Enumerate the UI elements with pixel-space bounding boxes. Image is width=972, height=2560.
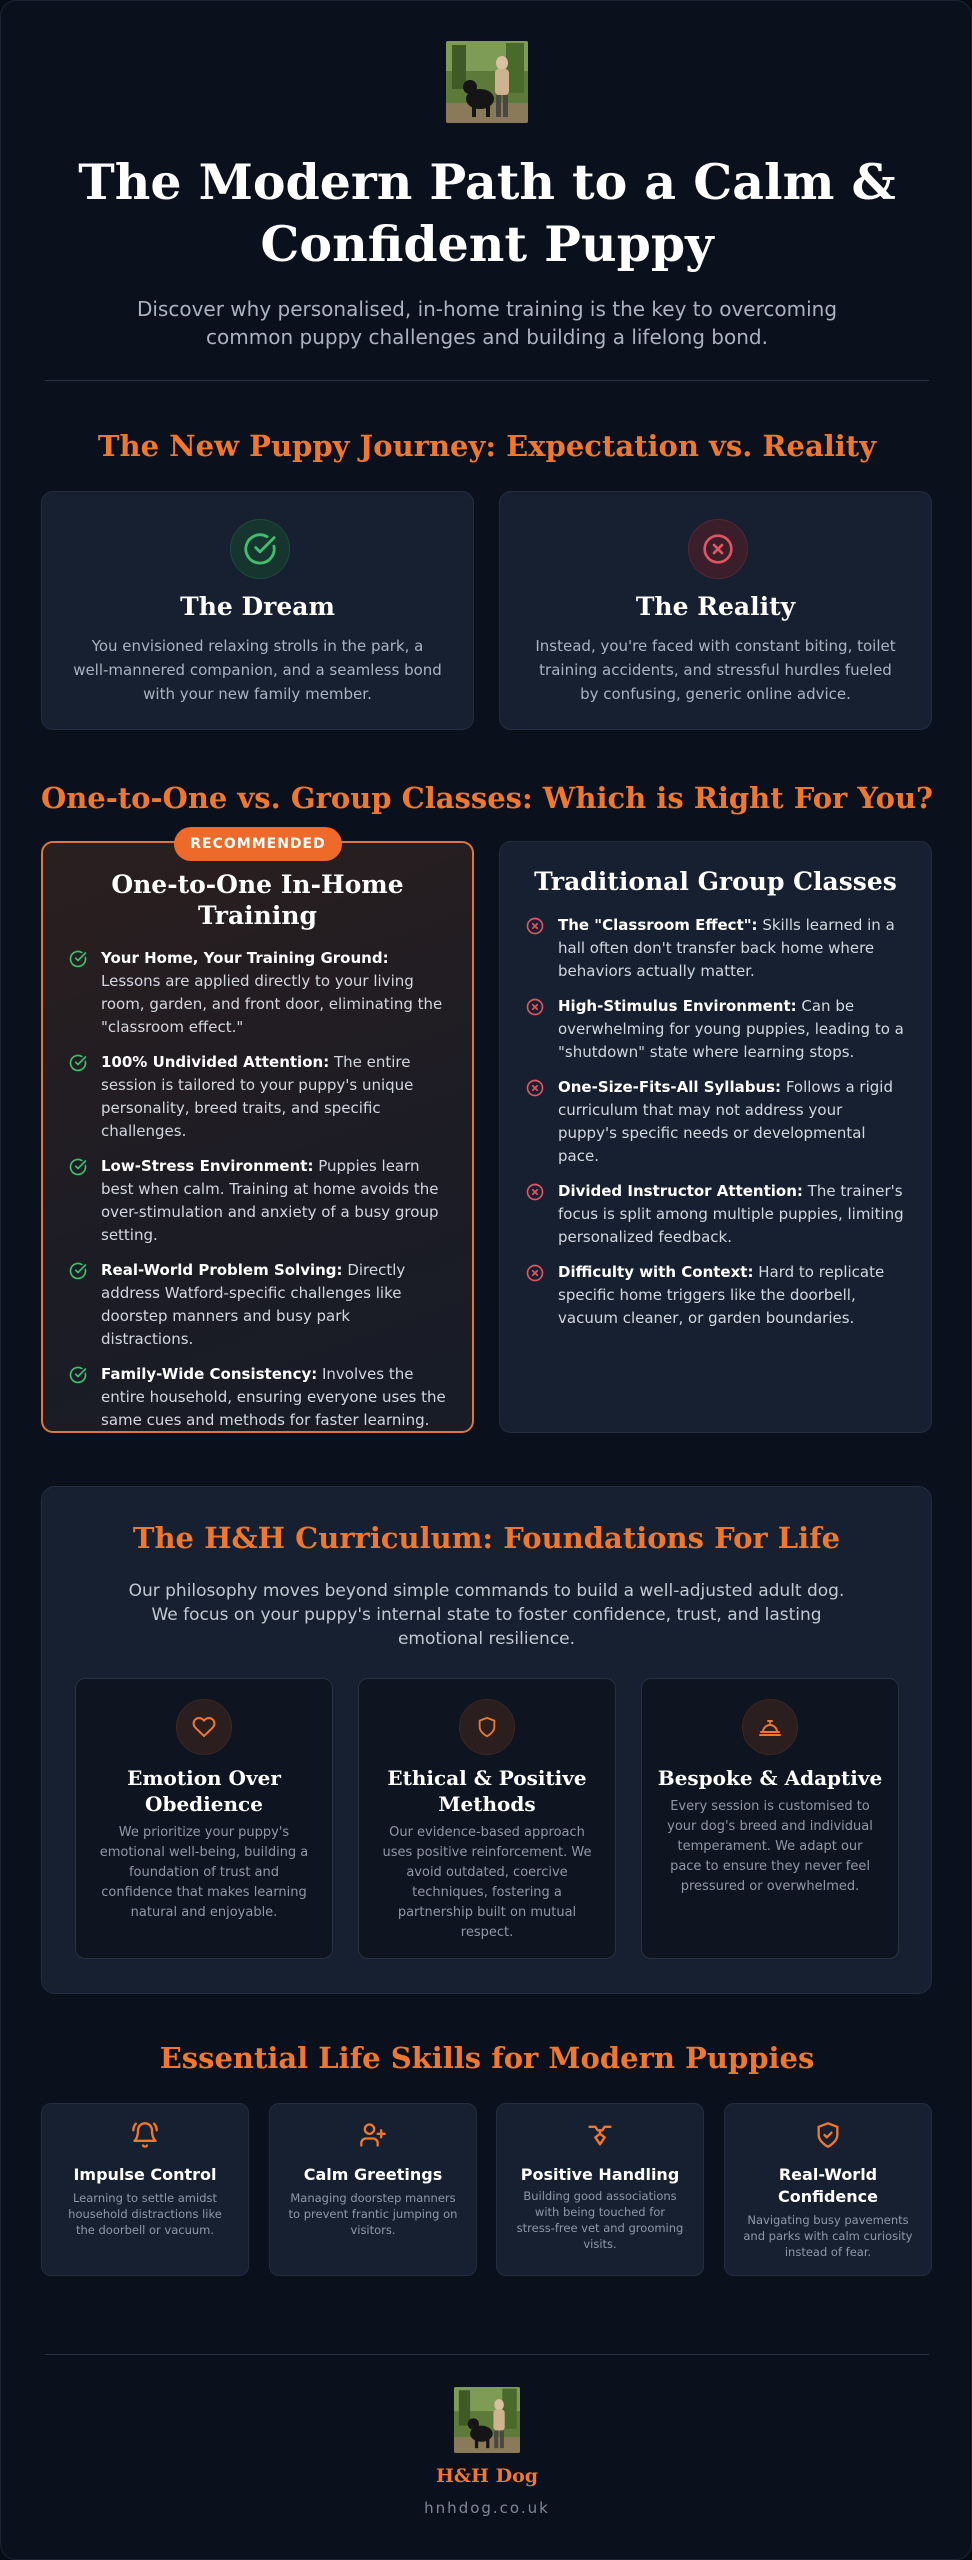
check-circle-icon: [230, 519, 290, 579]
group-classes-card: [499, 841, 932, 1433]
skill-text: Building good associations with being touched for stress-free vet and grooming visits.: [516, 2189, 684, 2251]
list-item: [69, 1051, 446, 1143]
item-title: Real-World Problem Solving:: [101, 1261, 343, 1279]
footer-url[interactable]: hnhdog.co.uk: [424, 2499, 550, 2517]
item-title: 100% Undivided Attention:: [101, 1053, 330, 1071]
reality-text: Instead, you're faced with constant biting, toilet training accidents, and stressful hurdles fueled by confusing, generic online advice.: [535, 637, 896, 703]
page-subtitle: Discover why personalised, in-home training is the key to overcoming common puppy challenges and building a lifelong bond.: [136, 297, 838, 349]
footer-photo: [454, 2387, 520, 2453]
pillar-title: Bespoke & Adaptive: [657, 1766, 883, 1790]
item-title: Divided Instructor Attention:: [558, 1182, 803, 1200]
group-classes-title: Traditional Group Classes: [534, 867, 897, 896]
pillar-text: Every session is customised to your dog's breed and individual temperament. We adapt our pace to ensure they never feel pressured or overwhelmed.: [667, 1799, 873, 1894]
shield-icon: [459, 1699, 515, 1755]
x-circle-icon: [526, 998, 544, 1016]
hand-heart-icon: [585, 2120, 615, 2150]
curriculum-section: [41, 1486, 932, 1994]
list-item: [69, 1155, 446, 1247]
list-item: [526, 1180, 905, 1249]
journey-heading: The New Puppy Journey: Expectation vs. Reality: [97, 429, 877, 463]
skill-text: Managing doorstep manners to prevent frantic jumping on visitors.: [288, 2191, 458, 2237]
item-title: One-Size-Fits-All Syllabus:: [558, 1078, 782, 1096]
pillar-card: [641, 1678, 899, 1959]
curriculum-subtitle: Our philosophy moves beyond simple commands to build a well-adjusted adult dog. We focus on your puppy's internal state to foster confidence, trust, and lasting emotional resilience.: [128, 1581, 845, 1649]
item-title: Difficulty with Context:: [558, 1263, 754, 1281]
reality-card: [499, 491, 932, 730]
list-item: [526, 1261, 905, 1330]
pillar-title: Emotion Over Obedience: [127, 1766, 281, 1816]
one-to-one-card: [41, 836, 474, 1433]
item-title: Family-Wide Consistency:: [101, 1365, 318, 1383]
heart-icon: [176, 1699, 232, 1755]
item-text: Follows a rigid curriculum that may not address your puppy's specific needs or developmental pace.: [558, 1078, 893, 1165]
bell-icon: [130, 2120, 160, 2150]
one-to-one-list: [69, 947, 446, 1444]
list-item: [526, 1076, 905, 1168]
divider: [45, 2354, 929, 2355]
curriculum-heading: The H&H Curriculum: Foundations For Life: [132, 1521, 841, 1555]
x-circle-icon: [688, 519, 748, 579]
pillar-text: We prioritize your puppy's emotional well-being, building a foundation of trust and confidence that makes learning natural and enjoyable.: [99, 1825, 309, 1920]
skill-card: [41, 2103, 249, 2276]
item-text: Skills learned in a hall often don't transfer back home where behaviors actually matter.: [558, 916, 895, 980]
item-title: High-Stimulus Environment:: [558, 997, 797, 1015]
shield-check-icon: [813, 2120, 843, 2150]
dream-text: You envisioned relaxing strolls in the park, a well-mannered companion, and a seamless bond with your new family member.: [73, 637, 442, 703]
skill-card: [496, 2103, 704, 2276]
skill-text: Navigating busy pavements and parks with calm curiosity instead of fear.: [743, 2213, 913, 2259]
divider: [45, 380, 929, 381]
list-item: [69, 1363, 446, 1432]
x-circle-icon: [526, 1079, 544, 1097]
x-circle-icon: [526, 917, 544, 935]
service-bell-icon: [742, 1699, 798, 1755]
item-title: Low-Stress Environment:: [101, 1157, 314, 1175]
list-item: [526, 995, 905, 1064]
item-text: Lessons are applied directly to your living room, garden, and front door, eliminating the "classroom effect.": [101, 972, 443, 1036]
pillar-card: [75, 1678, 333, 1959]
check-circle-icon: [69, 1158, 87, 1176]
check-circle-icon: [69, 1366, 87, 1384]
dream-card: [41, 491, 474, 730]
footer-brand: H&H Dog: [435, 2465, 539, 2487]
reality-title: The Reality: [635, 592, 796, 621]
skill-card: [724, 2103, 932, 2276]
one-to-one-title: One-to-One In-Home Training: [111, 870, 404, 930]
x-circle-icon: [526, 1264, 544, 1282]
skill-title: Positive Handling: [520, 2165, 680, 2184]
skill-title: Calm Greetings: [303, 2165, 443, 2184]
pillar-text: Our evidence-based approach uses positive reinforcement. We avoid outdated, coercive techniques, fostering a partnership built on mutual respect.: [382, 1825, 592, 1940]
item-text: Can be overwhelming for young puppies, leading to a "shutdown" state where learning stops.: [558, 997, 904, 1061]
list-item: [526, 914, 905, 983]
item-text: The entire session is tailored to your puppy's unique personality, breed traits, and specific challenges.: [101, 1053, 414, 1140]
dream-title: The Dream: [180, 592, 335, 621]
page-title: The Modern Path to a Calm & Confident Puppy: [78, 153, 896, 273]
comparison-heading: One-to-One vs. Group Classes: Which is Right For You?: [40, 781, 934, 815]
list-item: [69, 947, 446, 1039]
check-circle-icon: [69, 950, 87, 968]
item-text: Directly address Watford-specific challenges like doorstep manners and busy park distractions.: [101, 1261, 406, 1348]
group-classes-list: [526, 914, 905, 1342]
skill-text: Learning to settle amidst household distractions like the doorbell or vacuum.: [68, 2191, 222, 2237]
skill-title: Impulse Control: [73, 2165, 217, 2184]
item-text: Involves the entire household, ensuring everyone uses the same cues and methods for faster learning.: [101, 1365, 446, 1429]
check-circle-icon: [69, 1262, 87, 1280]
list-item: [69, 1259, 446, 1351]
pillar-card: [358, 1678, 616, 1959]
recommended-badge: RECOMMENDED: [174, 827, 342, 861]
skill-title: Real-World Confidence: [777, 2165, 878, 2206]
x-circle-icon: [526, 1183, 544, 1201]
check-circle-icon: [69, 1054, 87, 1072]
hero-photo: [446, 41, 528, 123]
item-text: The trainer's focus is split among multiple puppies, limiting personalized feedback.: [558, 1182, 904, 1246]
user-plus-icon: [358, 2120, 388, 2150]
skills-heading: Essential Life Skills for Modern Puppies: [159, 2041, 815, 2075]
skill-card: [269, 2103, 477, 2276]
item-title: The "Classroom Effect":: [558, 916, 758, 934]
pillar-title: Ethical & Positive Methods: [387, 1766, 587, 1816]
item-title: Your Home, Your Training Ground:: [101, 949, 389, 967]
item-text: Hard to replicate specific home triggers like the doorbell, vacuum cleaner, or garden boundaries.: [558, 1263, 885, 1327]
hero-section: [1, 1, 972, 381]
item-text: Puppies learn best when calm. Training at home avoids the over-stimulation and anxiety of a busy group setting.: [101, 1157, 439, 1244]
